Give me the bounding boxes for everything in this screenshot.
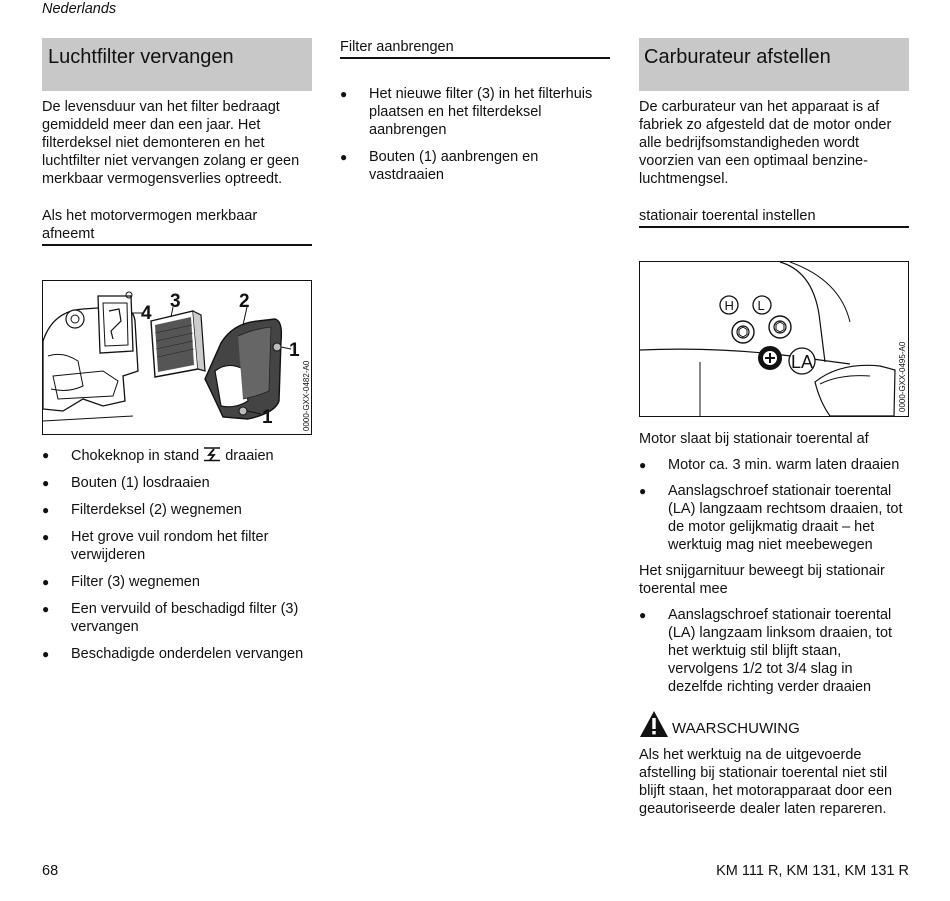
list-item: ● Motor ca. 3 min. warm laten draaien <box>639 456 909 474</box>
list-item: ● Aanslagschroef stationair toerental (LA) langzaam rechtsom draaien, tot de motor gelijkmatig draait – het werktuig mag niet meebewegen <box>639 482 909 554</box>
carb-label-l: L <box>757 298 765 313</box>
warning-heading <box>639 710 909 738</box>
warning-text: Als het werktuig na de uitgevoerde afstelling bij stationair toerental niet stil blijft staan, het motorapparaat door een geautoriseerde dealer laten repareren. <box>639 747 893 817</box>
air-filter-intro: De levensduur van het filter bedraagt gemiddeld meer dan een jaar. Het filterdeksel niet demonteren en het luchtfilter niet vervangen zolang er geen merkbaar vermogensverlies optreedt. <box>42 99 300 187</box>
choke-symbol-icon <box>203 446 221 462</box>
figure-label-3: 3 <box>170 291 181 312</box>
filter-install-steps <box>340 85 610 184</box>
engine-stalls-steps <box>639 456 909 554</box>
figure-label-2: 2 <box>239 291 250 312</box>
figure-carburetor <box>639 261 909 417</box>
column-carburetor <box>639 38 909 228</box>
subhead-filter-install: Filter aanbrengen <box>340 38 610 59</box>
heading-attachment-moves: Het snijgarnituur beweegt bij stationair toerental mee <box>639 563 885 597</box>
subhead-power-loss: Als het motorvermogen merkbaar afneemt <box>42 207 312 246</box>
footer-models: KM 111 R, KM 131, KM 131 R <box>716 863 909 879</box>
figure-label-1-top: 1 <box>289 340 300 361</box>
list-item: ● Aanslagschroef stationair toerental (LA) langzaam linksom draaien, tot het werktuig stil blijft staan, vervolgens 1/2 tot 3/4 slag in dezelfde richting verder draaien <box>639 606 909 696</box>
column-filter-install <box>340 38 610 184</box>
list-item: ● Bouten (1) losdraaien <box>42 474 312 492</box>
air-filter-illustration <box>43 281 311 434</box>
list-item: ● Het nieuwe filter (3) in het filterhuis plaatsen en het filterdeksel aanbrengen <box>340 85 610 139</box>
list-item: ● Chokeknop in stand draaien <box>42 446 312 465</box>
carburetor-instructions <box>639 430 909 818</box>
carb-label-h: H <box>724 298 734 313</box>
list-item: ● Filterdeksel (2) wegnemen <box>42 501 312 519</box>
carburetor-intro: De carburateur van het apparaat is af fabriek zo afgesteld dat de motor onder alle bedrijfsomstandigheden wordt voorzien van een optimaal benzine-luchtmengsel. <box>639 99 892 187</box>
figure-air-filter <box>42 280 312 435</box>
list-item: ● Beschadigde onderdelen vervangen <box>42 645 312 663</box>
list-item: ● Het grove vuil rondom het filter verwijderen <box>42 528 312 564</box>
list-item: ● Een vervuild of beschadigd filter (3) vervangen <box>42 600 312 636</box>
warning-triangle-icon <box>639 710 669 738</box>
page-number: 68 <box>42 863 59 879</box>
heading-engine-stalls: Motor slaat bij stationair toerental af <box>639 431 869 447</box>
figure-label-4: 4 <box>141 303 152 324</box>
figure-code: 0000-GXX-0482-A0 <box>302 360 311 431</box>
attachment-moves-steps <box>639 606 909 696</box>
section-title-carburetor: Carburateur afstellen <box>639 38 909 91</box>
air-filter-steps <box>42 446 312 663</box>
header-language: Nederlands <box>42 1 117 17</box>
carb-label-la: LA <box>791 352 814 372</box>
subhead-idle-speed: stationair toerental instellen <box>639 207 909 228</box>
section-title-air-filter: Luchtfilter vervangen <box>42 38 312 91</box>
figure-label-1-bottom: 1 <box>262 407 273 428</box>
list-item: ● Filter (3) wegnemen <box>42 573 312 591</box>
figure-code: 0000-GXX-0495-A0 <box>898 341 907 412</box>
warning-label: WAARSCHUWING <box>672 720 800 737</box>
carburetor-illustration <box>640 262 908 416</box>
column-air-filter <box>42 38 312 246</box>
list-item: ● Bouten (1) aanbrengen en vastdraaien <box>340 148 610 184</box>
